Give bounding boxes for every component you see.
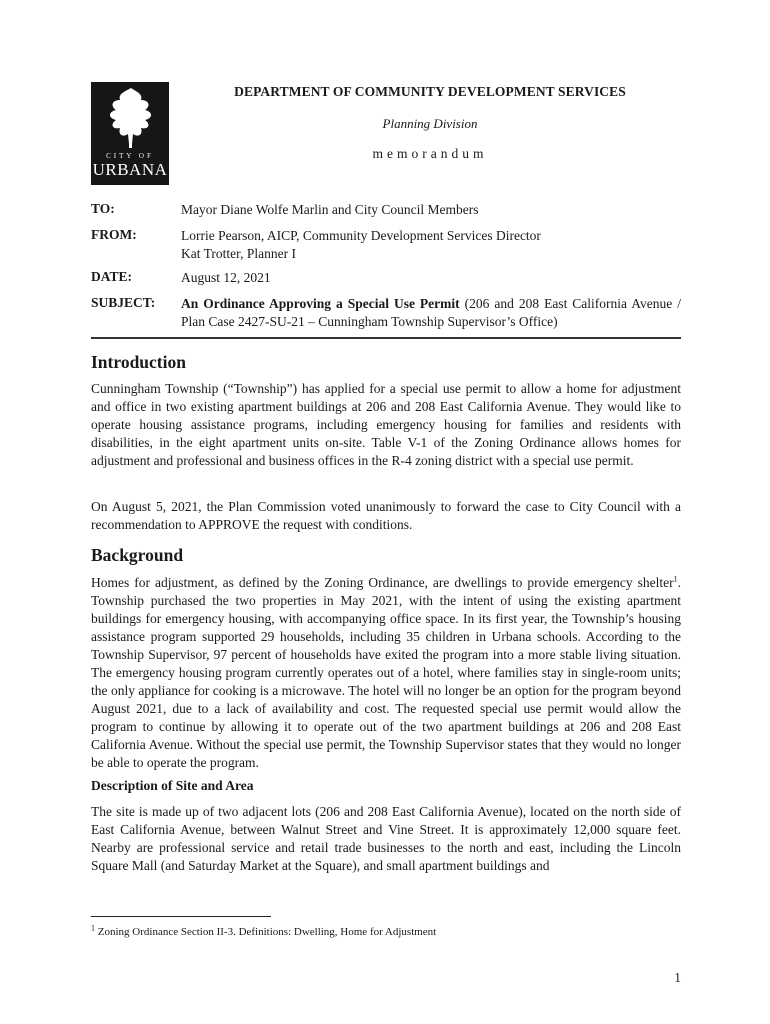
footnote-rule bbox=[91, 916, 271, 917]
header-divider bbox=[91, 337, 681, 339]
logo-city-text: CITY OF bbox=[106, 152, 154, 160]
to-value: Mayor Diane Wolfe Marlin and City Council Members bbox=[181, 202, 479, 217]
introduction-heading: Introduction bbox=[91, 352, 186, 372]
subject-rest: (206 and 208 East California Avenue / Plan Case 2427-SU-21 – Cunningham Township Supervisor’s Office) bbox=[181, 296, 681, 329]
from-value bbox=[181, 227, 681, 263]
subject-label: SUBJECT: bbox=[91, 295, 156, 310]
background-text-start: Homes for adjustment, as defined by the Zoning Ordinance, are dwellings to provide emergency shelter bbox=[91, 575, 674, 590]
site-description-heading: Description of Site and Area bbox=[91, 778, 254, 793]
date-label: DATE: bbox=[91, 269, 133, 284]
subject-value bbox=[181, 295, 681, 331]
footnote-reference[interactable]: 1 bbox=[673, 574, 678, 584]
from-line-2: Kat Trotter, Planner I bbox=[181, 246, 296, 261]
footnote-text: Zoning Ordinance Section II-3. Definitions: Dwelling, Home for Adjustment bbox=[95, 926, 437, 938]
footnote bbox=[91, 923, 437, 938]
background-text-rest: . Township purchased the two properties in May 2021, with the intent of using the existing apartment buildings for emergency housing, with accompanying office space. In its first year, the Township’s housing assistance program supported 29 households, including 35 children in Urbana schools. According to the Township Supervisor, 97 percent of households have exited the program into a more stable living situation. The emergency housing program currently operates out of a hotel, where families stay in single-room units; the only appliance for cooking is a microwave. The hotel will no longer be an option for the program beyond August 2021, due to a lack of availability and cost. The requested special use permit would allow the program to continue by allowing it to operate out of the two apartment buildings at 206 and 208 East California Avenue. Without the special use permit, the Township Supervisor states that they would no longer be able to operate the program. bbox=[91, 575, 681, 770]
to-label: TO: bbox=[91, 201, 115, 216]
department-title: DEPARTMENT OF COMMUNITY DEVELOPMENT SERVICES bbox=[234, 84, 626, 99]
date-value: August 12, 2021 bbox=[181, 270, 271, 285]
from-line-1: Lorrie Pearson, AICP, Community Development Services Director bbox=[181, 228, 541, 243]
introduction-paragraph-1: Cunningham Township (“Township”) has applied for a special use permit to allow a home for adjustment and office in two existing apartment buildings at 206 and 208 East California Avenue. They would like to operate housing assistance programs, including emergency housing for families and residents with disabilities, in the eight apartment units on-site. Table V-1 of the Zoning Ordinance allows homes for adjustment and professional and business offices in the R-4 zoning district with a special use permit. bbox=[91, 381, 681, 468]
memo-label: memorandum bbox=[372, 146, 488, 161]
background-heading: Background bbox=[91, 545, 184, 565]
logo-name-text: URBANA bbox=[92, 160, 168, 179]
from-label: FROM: bbox=[91, 227, 137, 242]
city-logo bbox=[91, 82, 169, 185]
introduction-paragraph-2: On August 5, 2021, the Plan Commission voted unanimously to forward the case to City Council with a recommendation to APPROVE the request with conditions. bbox=[91, 499, 681, 532]
site-description-paragraph: The site is made up of two adjacent lots (206 and 208 East California Avenue), located on the north side of East California Avenue, between Walnut Street and Vine Street. It is approximately 12,000 square feet. Nearby are professional service and retail trade businesses to the north and east, including the Lincoln Square Mall (and Saturday Market at the Square), and small apartment buildings and bbox=[91, 804, 681, 873]
footnote-number: 1 bbox=[91, 923, 95, 933]
division-name: Planning Division bbox=[382, 116, 478, 131]
page-number: 1 bbox=[674, 970, 681, 985]
background-paragraph bbox=[91, 574, 681, 772]
subject-bold: An Ordinance Approving a Special Use Permit bbox=[181, 296, 460, 311]
